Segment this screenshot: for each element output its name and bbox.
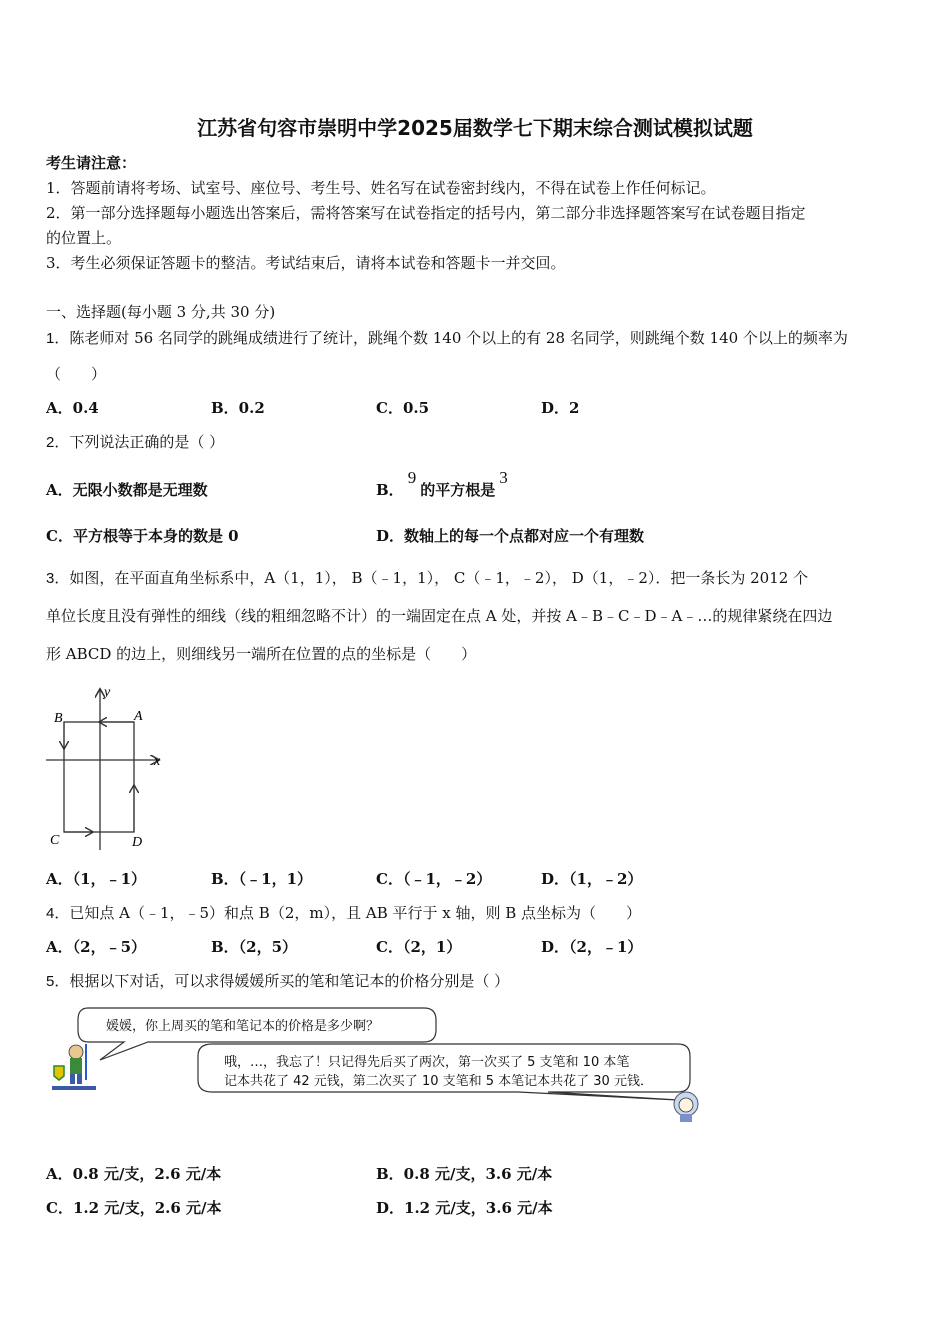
section-heading: 一、选择题(每小题 3 分,共 30 分) <box>46 303 276 321</box>
option-a[interactable]: A．（1，﹣1） <box>46 870 147 888</box>
girl-character-icon <box>674 1092 698 1122</box>
question-2 <box>46 431 224 452</box>
question-number: 4． <box>46 905 70 922</box>
rectangle-abcd <box>64 722 134 832</box>
option-b[interactable]: B．0.8 元/支，3.6 元/本 <box>376 1165 553 1183</box>
point-d-label: D <box>132 835 143 850</box>
option-d[interactable]: D．1.2 元/支，3.6 元/本 <box>376 1199 553 1217</box>
notice-item-2-cont: 的位置上。 <box>46 229 122 247</box>
bubble-1-text: 媛媛，你上周买的笔和笔记本的价格是多少啊？ <box>106 1019 380 1034</box>
question-text-line1: 如图，在平面直角坐标系中，A（1，1）， B（﹣1，1）， C（﹣1，﹣2）， D（1，﹣2）．把一条长为 2012 个 <box>69 569 809 587</box>
bubble-2-line1: 哦，…，我忘了！只记得先后买了两次，第一次买了 5 支笔和 10 本笔 <box>224 1055 630 1070</box>
question-text-line3: 形 ABCD 的边上，则细线另一端所在位置的点的坐标是（ ） <box>46 645 477 663</box>
point-b-label: B <box>54 711 63 726</box>
question-number: 3． <box>46 570 70 587</box>
option-a[interactable]: A．（2，﹣5） <box>46 938 147 956</box>
notice-item-3: 3．考生必须保证答题卡的整洁。考试结束后，请将本试卷和答题卡一并交回。 <box>46 254 566 272</box>
option-text: 的平方根是 <box>420 481 496 499</box>
option-label: B． <box>376 481 404 499</box>
option-c[interactable]: C．（﹣1，﹣2） <box>376 870 492 888</box>
question-1 <box>46 327 848 348</box>
radicand-9: 9 <box>407 468 417 487</box>
y-label: y <box>104 685 111 700</box>
coordinate-figure <box>44 684 168 852</box>
option-c[interactable]: C．0.5 <box>376 399 430 417</box>
notice-heading: 考生请注意： <box>46 154 137 172</box>
question-text: 根据以下对话，可以求得媛媛所买的笔和笔记本的价格分别是（ ） <box>69 972 510 990</box>
question-text-line2: 单位长度且没有弹性的细线（线的粗细忽略不计）的一端固定在点 A 处，并按 A﹣B﹣C﹣D﹣A﹣…的规律紧绕在四边 <box>46 607 833 625</box>
option-b[interactable]: B．（﹣1，1） <box>211 870 313 888</box>
option-b[interactable] <box>376 468 508 500</box>
question-4 <box>46 902 641 923</box>
option-d[interactable]: D．2 <box>541 399 580 417</box>
question-number: 5． <box>46 973 70 990</box>
notice-item-1: 1．答题前请将考场、试室号、座位号、考生号、姓名写在试卷密封线内，不得在试卷上作任何标记。 <box>46 179 716 197</box>
option-a[interactable]: A．无限小数都是无理数 <box>46 481 208 499</box>
bubble-2-line2: 记本共花了 42 元钱，第二次买了 10 支笔和 5 本笔记本共花了 30 元钱． <box>224 1074 653 1089</box>
root-value-3: 3 <box>499 468 508 487</box>
question-text: 已知点 A（﹣1，﹣5）和点 B（2，m），且 AB 平行于 x 轴，则 B 点坐标为（ ） <box>69 904 642 922</box>
option-b[interactable]: B．0.2 <box>211 399 265 417</box>
question-number: 2． <box>46 434 70 451</box>
option-a[interactable]: A．0.8 元/支，2.6 元/本 <box>46 1165 222 1183</box>
option-c[interactable]: C．（2，1） <box>376 938 462 956</box>
option-c[interactable]: C．1.2 元/支，2.6 元/本 <box>46 1199 222 1217</box>
point-c-label: C <box>50 833 60 848</box>
option-a[interactable]: A．0.4 <box>46 399 99 417</box>
x-label: x <box>154 754 161 769</box>
question-5 <box>46 970 509 991</box>
option-d[interactable]: D．（1，﹣2） <box>541 870 643 888</box>
page-title: 江苏省句容市崇明中学2025届数学七下期末综合测试模拟试题 <box>197 116 753 140</box>
point-a-label: A <box>134 709 143 724</box>
option-d[interactable]: D．（2，﹣1） <box>541 938 643 956</box>
option-c[interactable]: C．平方根等于本身的数是 0 <box>46 527 239 545</box>
question-text: 下列说法正确的是（ ） <box>69 433 225 451</box>
question-number: 1． <box>46 330 70 347</box>
answer-blank: （ ） <box>46 365 107 383</box>
option-b[interactable]: B．（2，5） <box>211 938 298 956</box>
boy-character-icon <box>52 1044 96 1090</box>
question-3 <box>46 567 808 588</box>
question-text: 陈老师对 56 名同学的跳绳成绩进行了统计，跳绳个数 140 个以上的有 28 名同学，则跳绳个数 140 个以上的频率为 <box>69 329 848 347</box>
notice-item-2: 2．第一部分选择题每小题选出答案后，需将答案写在试卷指定的括号内，第二部分非选择题答案写在试卷题目指定 <box>46 204 806 222</box>
option-d[interactable]: D．数轴上的每一个点都对应一个有理数 <box>376 527 645 545</box>
